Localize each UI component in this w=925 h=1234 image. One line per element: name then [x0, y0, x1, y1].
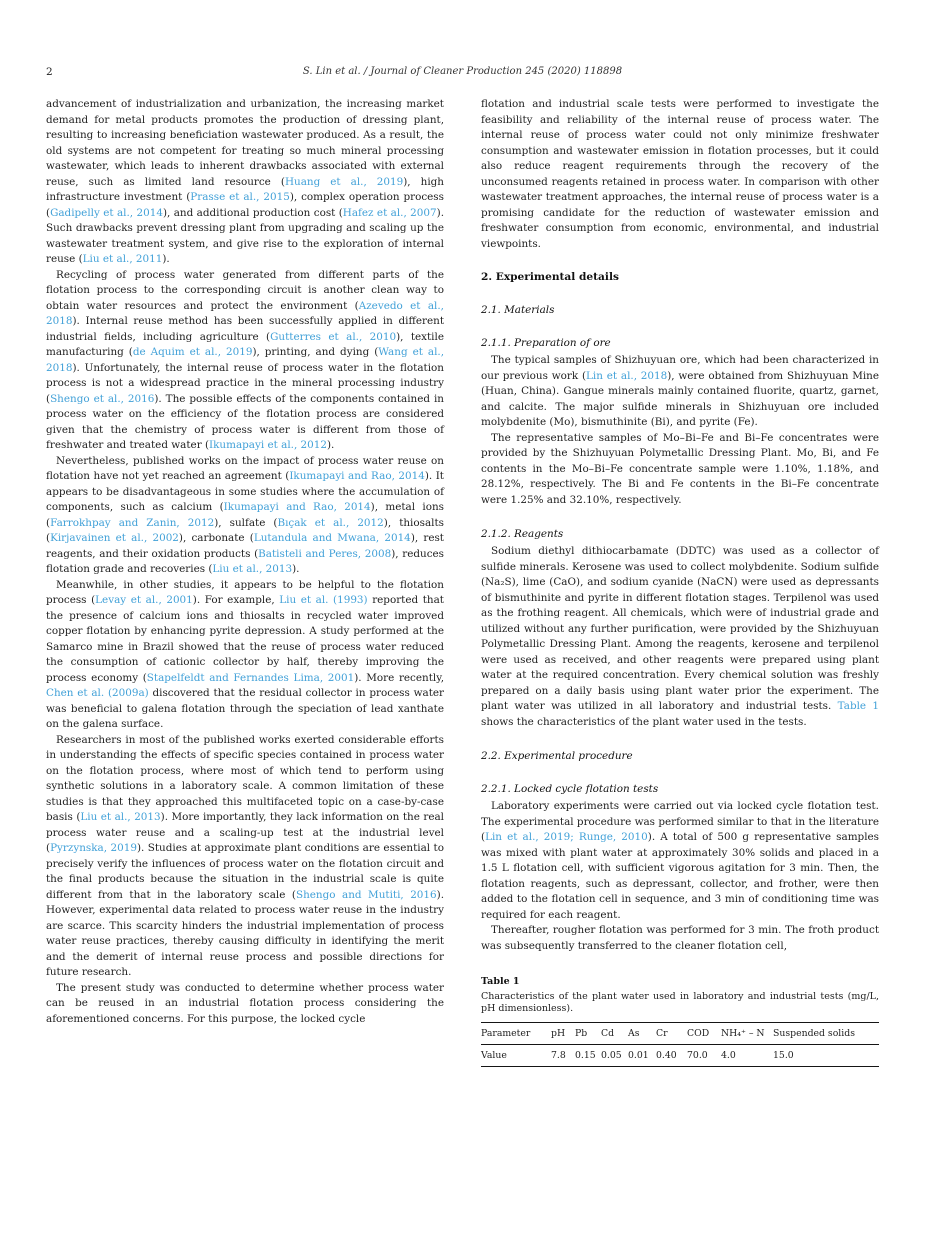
right-column-text: [481, 97, 879, 954]
citation-link[interactable]: Liu et al. (1993): [279, 594, 368, 606]
text-run: advancement of industrialization and urbanization, the increasing market demand for metal products promotes the production of dressing plant, resulting to increasing beneficiation wastewater produced. As a result, the old systems are not competent for treating so much mineral processing wastewater, which leads to inherent drawbacks associated with external reuse, such as limited land resource (: [46, 98, 444, 188]
paragraph: [481, 431, 879, 509]
text-run: ), thiosalts (: [46, 516, 444, 544]
paragraph: [46, 268, 444, 454]
citation-link[interactable]: Huang et al., 2019: [284, 175, 404, 188]
text-run: ). For example,: [192, 594, 280, 606]
text-run: The representative samples of Mo–Bi–Fe and Bi–Fe concentrates were provided by the Shizhuyuan Polymetallic Dressing Plant. Mo, Bi, and Fe contents in the Mo–Bi–Fe concentrate sample were 1.10%, 1.18%, and 28.12%, respectively. The Bi and Fe contents in the Bi–Fe concentrate were 1.25% and 32.10%, respectively.: [481, 431, 879, 506]
text-run: Sodium diethyl dithiocarbamate (DDTC) was used as a collector of sulfide minerals. Kerosene was used to collect molybdenite. Sodium sulfide (Na₂S), lime (CaO), and sodium cyanide (NaCN) were used as depressants of bismuthinite and pyrite in different flotation stages. Terpilenol was used as the frothing reagent. All chemicals, which were of industrial grade and utilized without any further purification, were provided by the Shizhuyuan Polymetallic Dressing Plant. Among the reagents, kerosene and terpilenol were used as received, and other reagents were prepared using plant water at the required concentration. Every chemical solution was freshly prepared on a daily basis using plant water prior the experiment. The plant water was utilized in all laboratory and industrial tests.: [481, 545, 879, 712]
text-run: ). Unfortunately, the internal reuse of process water in the flotation process is not a widespread practice in the mineral processing industry (: [46, 361, 444, 405]
text-run: Nevertheless, published works on the impact of process water reuse on flotation have not yet reached an agreement (: [46, 454, 444, 482]
text-run: ).: [162, 253, 170, 265]
citation-link[interactable]: Ikumapayi and Rao, 2014: [223, 501, 371, 513]
citation-link[interactable]: Shengo et al., 2016: [50, 392, 155, 405]
table1-row: [481, 1045, 879, 1067]
citation-link[interactable]: Liu et al., 2011: [82, 253, 163, 265]
table1-header-cell: Parameter: [481, 1028, 531, 1039]
text-run: ), carbonate (: [178, 532, 254, 544]
section-heading: 2. Experimental details: [481, 271, 619, 283]
citation-link[interactable]: Lutandula and Mwana, 2014: [253, 532, 411, 544]
paragraph: [46, 981, 444, 1028]
table1-cell: 70.0: [687, 1050, 708, 1061]
citation-link[interactable]: Ikumapayi et al., 2012: [209, 439, 327, 451]
table1-header-cell: Cd: [601, 1028, 615, 1039]
text-run: ), printing, and dying (: [252, 346, 379, 358]
paragraph: [46, 97, 444, 268]
text-run: Researchers in most of the published works exerted considerable efforts in understanding the effects of specific species contained in process water on the flotation process, where most of which tend to perform using synthetic solutions in a laboratory scale. A common limitation of these studies is that they approached this multifaceted topic on a case-by-case basis (: [46, 733, 444, 823]
table1-header-row: [481, 1023, 879, 1045]
citation-link[interactable]: Pyrzynska, 2019: [50, 842, 137, 854]
subsection-heading: 2.1.1. Preparation of ore: [481, 337, 611, 349]
text-run: ), metal ions (: [46, 501, 444, 529]
citation-link[interactable]: Stapelfeldt and Fernandes Lima, 2001: [146, 671, 355, 684]
text-run: ), and additional production cost (: [162, 206, 343, 219]
table1-cell: 0.15: [575, 1050, 596, 1061]
text-run: ), high infrastructure investment (: [46, 175, 444, 203]
table1-header-cell: NH₄⁺ – N: [721, 1028, 765, 1039]
citation-link[interactable]: Chen et al. (2009a): [46, 687, 149, 699]
text-run: Laboratory experiments were carried out via locked cycle flotation test. The experimental procedure was performed similar to that in the literature (: [481, 800, 879, 843]
citation-link[interactable]: Hafez et al., 2007: [342, 206, 437, 219]
table1-block: [481, 976, 879, 1067]
table1-cell: 7.8: [551, 1050, 566, 1061]
text-run: reported that the presence of calcium ions and thiosalts in recycled water improved copper flotation by enhancing pyrite depression. A study performed at the Samarco mine in Brazil showed that the reuse of process water reduced the consumption of cationic collector by half, thereby improving the process economy (: [46, 594, 444, 684]
text-run: Thereafter, rougher flotation was performed for 3 min. The froth product was subsequently transferred to the cleaner flotation cell,: [481, 924, 879, 952]
text-run: ).: [327, 439, 335, 451]
citation-link[interactable]: Levay et al., 2001: [95, 594, 193, 606]
text-run: Meanwhile, in other studies, it appears to be helpful to the flotation process (: [46, 578, 444, 606]
text-run: The typical samples of Shizhuyuan ore, which had been characterized in our previous work (: [481, 354, 879, 382]
citation-link[interactable]: Liu et al., 2013: [80, 811, 161, 823]
two-column-body: [46, 97, 879, 1067]
paragraph: [46, 454, 444, 578]
text-run: ), textile manufacturing (: [46, 330, 444, 358]
citation-link[interactable]: Ikumapayi and Rao, 2014: [289, 470, 425, 482]
paragraph: [481, 799, 879, 923]
table1-header-cell: Suspended solids: [773, 1028, 855, 1039]
table1-cell: 0.40: [656, 1050, 677, 1061]
text-run: ). The possible effects of the components contained in process water on the efficiency of the flotation process are considered given that the chemistry of process water is different from those of freshwater and treated water (: [46, 392, 444, 451]
text-run: ). Internal reuse method has been successfully applied in different industrial fields, including agriculture (: [46, 315, 444, 343]
paragraph: [481, 544, 879, 730]
subsection-heading: 2.2.1. Locked cycle flotation tests: [481, 783, 659, 795]
text-run: shows the characteristics of the plant water used in the tests.: [481, 715, 807, 728]
citation-link[interactable]: Liu et al., 2013: [212, 563, 293, 575]
text-run: ). Studies at approximate plant conditions are essential to precisely verify the influences of process water on the flotation circuit and the final products because the situation in the industrial scale is quite different from that in the laboratory scale (: [46, 842, 444, 901]
page-header: [46, 66, 879, 82]
table1-header-cell: As: [628, 1028, 640, 1039]
table1-header-cell: COD: [687, 1028, 710, 1039]
subsection-heading: 2.2. Experimental procedure: [481, 750, 633, 762]
citation-link[interactable]: Gadipelly et al., 2014: [50, 206, 163, 219]
citation-link[interactable]: Lin et al., 2018: [586, 369, 668, 382]
text-run: ), reduces flotation grade and recoveries (: [46, 547, 445, 575]
text-run: ), sulfate (: [214, 516, 278, 529]
text-run: ), complex operation process (: [46, 191, 444, 219]
citation-link[interactable]: Lin et al., 2019; Runge, 2010: [485, 831, 648, 843]
table1-cell: 4.0: [721, 1050, 736, 1061]
paragraph: [481, 923, 879, 954]
subsection-heading: 2.1. Materials: [481, 304, 555, 316]
text-run: The present study was conducted to determine whether process water can be reused in an industrial flotation process considering the aforementioned concerns. For this purpose, the locked cycle: [46, 981, 444, 1025]
table1: [481, 1022, 879, 1067]
paragraph: [46, 578, 444, 733]
text-run: ), rest reagents, and their oxidation products (: [46, 532, 444, 560]
citation-link[interactable]: Kirjavainen et al., 2002: [50, 532, 179, 544]
text-run: ). Such drawbacks prevent dressing plant from upgrading and scaling up the wastewater treatment system, and give rise to the exploration of internal reuse (: [46, 206, 444, 265]
left-column: [46, 97, 444, 1067]
table1-cell: 0.05: [601, 1050, 622, 1061]
table1-cell: 0.01: [628, 1050, 649, 1061]
paragraph: [481, 97, 879, 252]
table1-caption: Characteristics of the plant water used in laboratory and industrial tests (mg/L, pH dimensionless).: [481, 991, 879, 1014]
citation-link[interactable]: Bıçak et al., 2012: [277, 516, 384, 529]
table1-cell: 15.0: [773, 1050, 794, 1061]
running-title: S. Lin et al. / Journal of Cleaner Production 245 (2020) 118898: [302, 66, 623, 77]
text-run: flotation and industrial scale tests were performed to investigate the feasibility and reliability of the internal reuse of process water. The internal reuse of process water could not only minimize freshwater consumption and wastewater emission in flotation processes, but it could also reduce reagent requirements through the recovery of the unconsumed reagents retained in process water. In comparison with other wastewater treatment approaches, the internal reuse of process water is a promising candidate for the reduction of wastewater emission and freshwater consumption from economic, environmental, and industrial viewpoints.: [481, 98, 879, 250]
subsection-heading: 2.1.2. Reagents: [481, 528, 564, 540]
text-run: ), were obtained from Shizhuyuan Mine (Huan, China). Gangue minerals mainly contained fluorite, quartz, garnet, and calcite. The major sulfide minerals in Shizhuyuan ore included molybdenite (Mo), bismuthinite (Bi), and pyrite (Fe).: [481, 369, 880, 428]
right-column: [481, 97, 879, 1067]
text-run: ). It appears to be disadvantageous in some studies where the accumulation of components, such as calcium (: [46, 470, 444, 513]
table1-link[interactable]: Table 1: [837, 700, 880, 712]
citation-link[interactable]: de Aquim et al., 2019: [132, 346, 253, 358]
page-number: 2: [46, 66, 53, 78]
left-column-text: [46, 97, 444, 1027]
table1-cell: Value: [481, 1050, 507, 1061]
text-run: discovered that the residual collector in process water was beneficial to galena flotation through the speciation of lead xanthate on the galena surface.: [46, 687, 444, 730]
text-run: Recycling of process water generated from different parts of the flotation process to the corresponding circuit is another clean way to obtain water resources and protect the environment (: [46, 268, 444, 312]
citation-link[interactable]: Shengo and Mutiti, 2016: [295, 888, 437, 901]
text-run: ). More recently,: [354, 671, 445, 684]
citation-link[interactable]: Azevedo et al., 2018: [46, 299, 444, 327]
citation-link[interactable]: Batisteli and Peres, 2008: [258, 547, 392, 560]
citation-link[interactable]: Farrokhpay and Zanin, 2012: [50, 516, 215, 529]
paragraph: [481, 353, 879, 431]
citation-link[interactable]: Prasse et al., 2015: [190, 191, 290, 203]
text-run: ).: [292, 563, 300, 575]
table1-header-cell: Cr: [656, 1028, 668, 1039]
table1-header-cell: pH: [551, 1028, 566, 1039]
text-run: ). More importantly, they lack information on the real process water reuse and a scaling-up test at the industrial level (: [46, 811, 444, 854]
table1-label: Table 1: [481, 976, 520, 987]
citation-link[interactable]: Gutterres et al., 2010: [270, 330, 397, 343]
table1-header-cell: Pb: [575, 1028, 588, 1039]
text-run: ). However, experimental data related to process water reuse in the industry are scarce. This scarcity hinders the industrial implementation of process water reuse practices, thereby causing difficulty in identifying the merit and the demerit of internal reuse process and possible directions for future research.: [46, 888, 444, 978]
text-run: ). A total of 500 g representative samples was mixed with plant water at approximately 30% solids and placed in a 1.5 L flotation cell, with sufficient vigorous agitation for 3 min. Then, the flotation reagents, such as depressant, collector, and frother, were then added to the flotation cell in sequence, and 3 min of conditioning time was required for each reagent.: [481, 831, 879, 921]
citation-link[interactable]: Wang et al., 2018: [46, 346, 444, 374]
paragraph: [46, 733, 444, 981]
